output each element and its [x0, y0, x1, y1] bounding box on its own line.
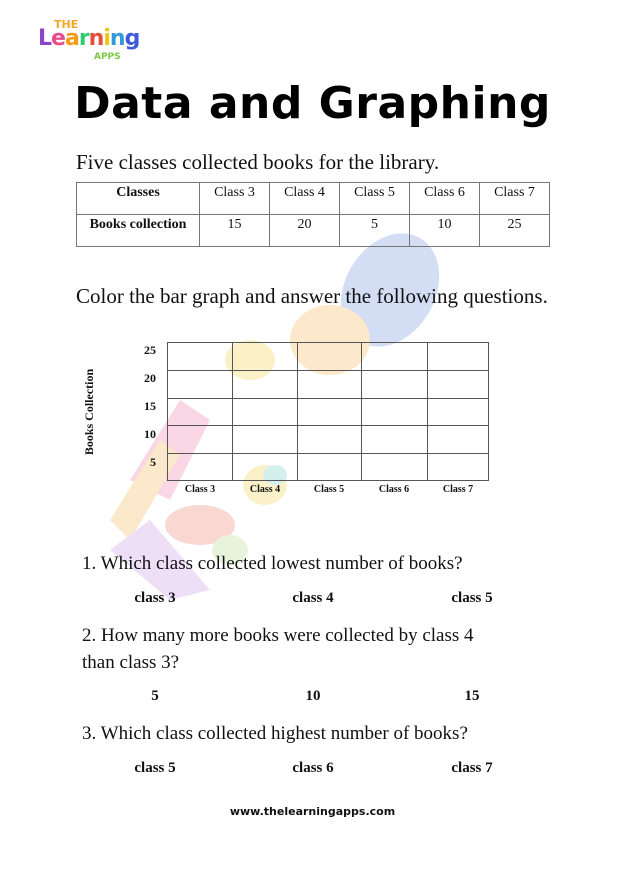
- table-cell: 10: [410, 215, 480, 247]
- page-title: Data and Graphing: [74, 78, 551, 129]
- table-cell: 5: [340, 215, 410, 247]
- logo-letter: i: [103, 26, 110, 51]
- footer-url[interactable]: www.thelearningapps.com: [229, 805, 396, 818]
- y-tick: 20: [144, 371, 156, 385]
- logo-letter: n: [88, 26, 104, 51]
- answer-option[interactable]: class 5: [451, 590, 493, 606]
- answer-option[interactable]: class 4: [292, 590, 334, 606]
- grid-line: [427, 343, 428, 480]
- table-row: [77, 215, 550, 247]
- table-header-cell: Class 6: [410, 183, 480, 215]
- x-tick: Class 4: [249, 484, 281, 495]
- question-1: 1. Which class collected lowest number of books?: [82, 553, 463, 574]
- brand-logo: [38, 18, 148, 63]
- logo-apps: APPS: [94, 52, 121, 62]
- answer-option[interactable]: 5: [151, 688, 159, 704]
- table-cell: 20: [270, 215, 340, 247]
- answer-option[interactable]: 15: [464, 688, 480, 704]
- logo-letter: r: [78, 26, 89, 51]
- grid-line: [361, 343, 362, 480]
- table-header-cell: Class 5: [340, 183, 410, 215]
- answer-option[interactable]: class 7: [451, 760, 493, 776]
- table-header-cell: Classes: [77, 183, 200, 215]
- y-axis-label: Books Collection: [82, 368, 96, 456]
- grid-line: [168, 453, 488, 454]
- answer-option[interactable]: class 6: [292, 760, 334, 776]
- answer-option[interactable]: class 5: [134, 760, 176, 776]
- grid-line: [232, 343, 233, 480]
- logo-letter: g: [124, 26, 140, 51]
- answer-option[interactable]: class 3: [134, 590, 176, 606]
- logo-letter: e: [51, 26, 65, 51]
- grid-line: [168, 370, 488, 371]
- question-3: 3. Which class collected highest number of books?: [82, 723, 468, 744]
- logo-letter: n: [109, 26, 125, 51]
- answer-option[interactable]: 10: [305, 688, 321, 704]
- data-table: [76, 182, 550, 247]
- table-cell: 15: [200, 215, 270, 247]
- y-tick: 25: [144, 343, 156, 357]
- logo-letter: L: [38, 26, 52, 51]
- logo-letter: a: [64, 26, 79, 51]
- grid-line: [168, 398, 488, 399]
- grid-line: [168, 425, 488, 426]
- x-tick: Class 3: [184, 484, 216, 495]
- y-tick: 5: [150, 455, 156, 469]
- table-row: [77, 183, 550, 215]
- x-tick: Class 6: [378, 484, 410, 495]
- question-2-continued: than class 3?: [82, 652, 180, 673]
- table-header-cell: Class 3: [200, 183, 270, 215]
- logo-learning: [38, 26, 139, 51]
- table-cell: 25: [480, 215, 550, 247]
- instruction-text: Color the bar graph and answer the following questions.: [76, 284, 548, 308]
- table-row-label: Books collection: [77, 215, 200, 247]
- graph-grid[interactable]: [167, 342, 489, 481]
- question-2: 2. How many more books were collected by class 4: [82, 625, 474, 646]
- table-header-cell: Class 7: [480, 183, 550, 215]
- x-tick: Class 7: [442, 484, 474, 495]
- y-tick: 15: [144, 399, 156, 413]
- y-tick: 10: [144, 427, 156, 441]
- intro-text: Five classes collected books for the library.: [76, 150, 440, 174]
- table-header-cell: Class 4: [270, 183, 340, 215]
- logo-the: THE: [54, 18, 79, 31]
- grid-line: [297, 343, 298, 480]
- x-tick: Class 5: [313, 484, 345, 495]
